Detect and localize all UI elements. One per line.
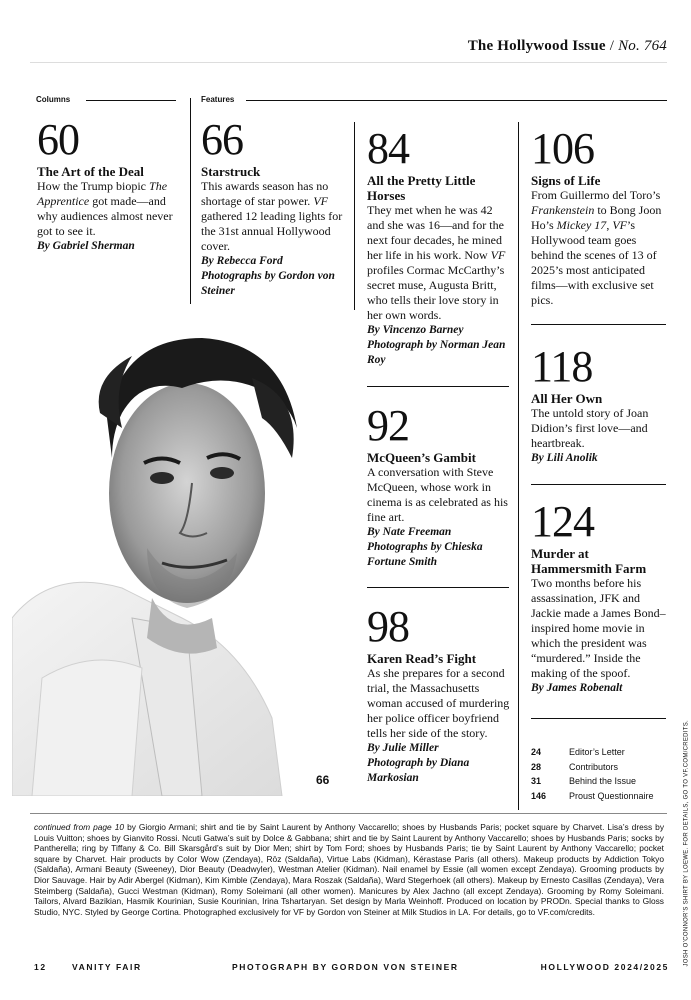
divider-106-118 bbox=[531, 324, 666, 325]
footer-issue: HOLLYWOOD 2024/2025 bbox=[540, 962, 669, 972]
story-title: Murder at Hammersmith Farm bbox=[531, 546, 647, 576]
story-description: How the Trump biopic The Apprentice got made—and why audiences almost never got to see it. bbox=[37, 179, 173, 238]
story-page-number: 124 bbox=[531, 497, 594, 546]
story-124[interactable] bbox=[531, 497, 671, 696]
divider-84-92 bbox=[367, 386, 509, 387]
story-byline: By Vincenzo Barney bbox=[367, 324, 464, 336]
story-description: From Guillermo del Toro’s Frankenstein to Bong Joon Ho’s Mickey 17, VF’s Hollywood team goes behind the scenes of 13 of 2025’s most anticipated films—with exclusive set pics. bbox=[531, 188, 662, 307]
footer-magazine: VANITY FAIR bbox=[72, 962, 142, 972]
story-page-number: 84 bbox=[367, 124, 409, 173]
story-byline: By Rebecca Ford bbox=[201, 255, 283, 267]
story-page-number: 60 bbox=[37, 115, 79, 164]
story-photo-credit: Photograph by Diana Markosian bbox=[367, 757, 470, 784]
divider-col3 bbox=[518, 122, 519, 810]
issue-number: No. 764 bbox=[618, 38, 667, 54]
features-label: Features bbox=[201, 95, 235, 104]
story-98[interactable] bbox=[367, 602, 512, 786]
story-title: Karen Read’s Fight bbox=[367, 651, 477, 666]
issue-separator: / bbox=[609, 38, 615, 54]
credits-text: by Giorgio Armani; shirt and tie by Saint Laurent by Anthony Vaccarello; shoes by Husbands Paris; pocket square by Charvet. Lisa’s dress by Louis Vuitton; shoes by Gianvito Rossi. Ncuti Gatwa’s suit by Dolce & Gabbana; shirt and tie by Saint Laurent by Anthony Vaccarello; shoes by Husbands Paris; socks by Pantherella; ring by Tiffany & Co. Bill Skarsgård’s suit by Dior Men; shirt by Tom Ford; shoes by Husbands Paris; tie by Saint Laurent by Anthony Vaccarello; pocket square by Charvet. Hair products by Color Wow (Zendaya), Rōz (Saldaña), Virtue Labs (Kidman), Kérastase Paris (all others). Makeup products by Addiction Tokyo (Saldaña), Armani Beauty (Sweeney), Dior Beauty (Deadwyler), Westman Atelier (Kidman). Nail enamel by Essie (all women except Zendaya). Grooming products by Dior Sauvage. Hair by Adir Abergel (Kidman), Kim Kimble (Zendaya), Mara Roszak (Saldaña), Ward Stegerhoek (all others). Makeup by Ernesto Casillas (Zendaya), Vera Steimberg (Saldaña), Gucci Westman (Kidman), Romy Soleimani (all other women). Manicures by Alex Jachno (all except Zendaya). Grooming by Romy Soleimani. Tailors, Alvard Bazikian, Hasmik Kourinian, Susie Kourinian, Irina Tshartaryan. Set design by Marla Weinhoff. Produced on location by PRODn. Special thanks to Gloss Studio, NYC. Styled by George Cortina. Photographed exclusively for VF by Gordon von Steiner at Milk Studios in LA. For details, go to VF.com/credits. bbox=[34, 822, 665, 917]
story-66[interactable] bbox=[201, 115, 349, 299]
story-description: They met when he was 42 and she was 16—and for the next four decades, he mined her life in his work. Now VF profiles Cormac McCarthy’s secret muse, Augusta Britt, who tells their love story in her own words. bbox=[367, 203, 506, 322]
story-84[interactable] bbox=[367, 124, 512, 368]
portrait-illustration bbox=[12, 318, 310, 796]
issue-name: The Hollywood Issue bbox=[467, 38, 606, 54]
divider-124-toc bbox=[531, 718, 666, 719]
story-106[interactable] bbox=[531, 124, 671, 308]
story-page-number: 66 bbox=[201, 115, 243, 164]
story-byline: By Julie Miller bbox=[367, 742, 439, 754]
story-page-number: 98 bbox=[367, 602, 409, 651]
columns-label: Columns bbox=[36, 95, 71, 104]
divider-118-124 bbox=[531, 484, 666, 485]
story-page-number: 92 bbox=[367, 401, 409, 450]
credits-continued: continued from page 10 bbox=[34, 822, 125, 832]
story-description: As she prepares for a second trial, the Massachusetts woman accused of murdering her police officer boyfriend tells her side of the story. bbox=[367, 666, 510, 740]
story-photo-credit: Photographs by Gordon von Steiner bbox=[201, 270, 335, 297]
divider-col2 bbox=[354, 122, 355, 310]
story-byline: By James Robenalt bbox=[531, 682, 623, 694]
story-page-number: 106 bbox=[531, 124, 594, 173]
story-description: A conversation with Steve McQueen, whose work in cinema is as celebrated as his fine art. bbox=[367, 465, 508, 524]
story-title: All Her Own bbox=[531, 391, 603, 406]
divider-92-98 bbox=[367, 587, 509, 588]
issue-title bbox=[468, 38, 667, 55]
story-title: McQueen’s Gambit bbox=[367, 450, 476, 465]
story-description: This awards season has no shortage of star power. VF gathered 12 leading lights for the 31st annual Hollywood cover. bbox=[201, 179, 343, 253]
photo-page-reference: 66 bbox=[316, 773, 330, 787]
fashion-credits bbox=[34, 822, 664, 917]
columns-toc bbox=[531, 745, 676, 803]
toc-item[interactable]: 24 Editor’s Letter bbox=[531, 747, 625, 757]
header-rule bbox=[30, 62, 667, 63]
divider-col1 bbox=[190, 98, 191, 304]
story-60[interactable] bbox=[37, 115, 187, 254]
story-byline: By Lili Anolik bbox=[531, 452, 598, 464]
story-description: The untold story of Joan Didion’s first love—and heartbreak. bbox=[531, 406, 649, 450]
features-rule bbox=[246, 100, 667, 101]
toc-item[interactable]: 146 Proust Questionnaire bbox=[531, 790, 654, 801]
columns-rule bbox=[86, 100, 176, 101]
story-title: The Art of the Deal bbox=[37, 164, 144, 179]
story-photo-credit: Photograph by Norman Jean Roy bbox=[367, 339, 506, 366]
story-118[interactable] bbox=[531, 342, 671, 466]
toc-item[interactable]: 31 Behind the Issue bbox=[531, 776, 637, 786]
story-page-number: 118 bbox=[531, 342, 593, 391]
story-byline: By Nate Freeman bbox=[367, 526, 452, 538]
side-credit: JOSH O’CONNOR’S SHIRT BY LOEWE. FOR DETAILS, GO TO VF.COM/CREDITS. bbox=[684, 720, 690, 967]
toc-item[interactable]: 28 Contributors bbox=[531, 761, 619, 772]
credits-rule bbox=[30, 813, 667, 814]
story-title: Signs of Life bbox=[531, 173, 601, 188]
story-description: Two months before his assassination, JFK and Jackie made a James Bond–inspired home movie in which the president was “murdered.” Inside the making of the spoof. bbox=[531, 576, 666, 680]
cover-star-photo[interactable] bbox=[12, 318, 310, 796]
story-byline: By Gabriel Sherman bbox=[37, 240, 135, 252]
story-title: Starstruck bbox=[201, 164, 261, 179]
footer-photo-credit: PHOTOGRAPH BY GORDON VON STEINER bbox=[232, 962, 459, 972]
footer-page-number: 12 bbox=[34, 962, 47, 972]
story-photo-credit: Photographs by Chieska Fortune Smith bbox=[367, 541, 483, 568]
story-title: All the Pretty Little Horses bbox=[367, 173, 476, 203]
story-92[interactable] bbox=[367, 401, 512, 570]
